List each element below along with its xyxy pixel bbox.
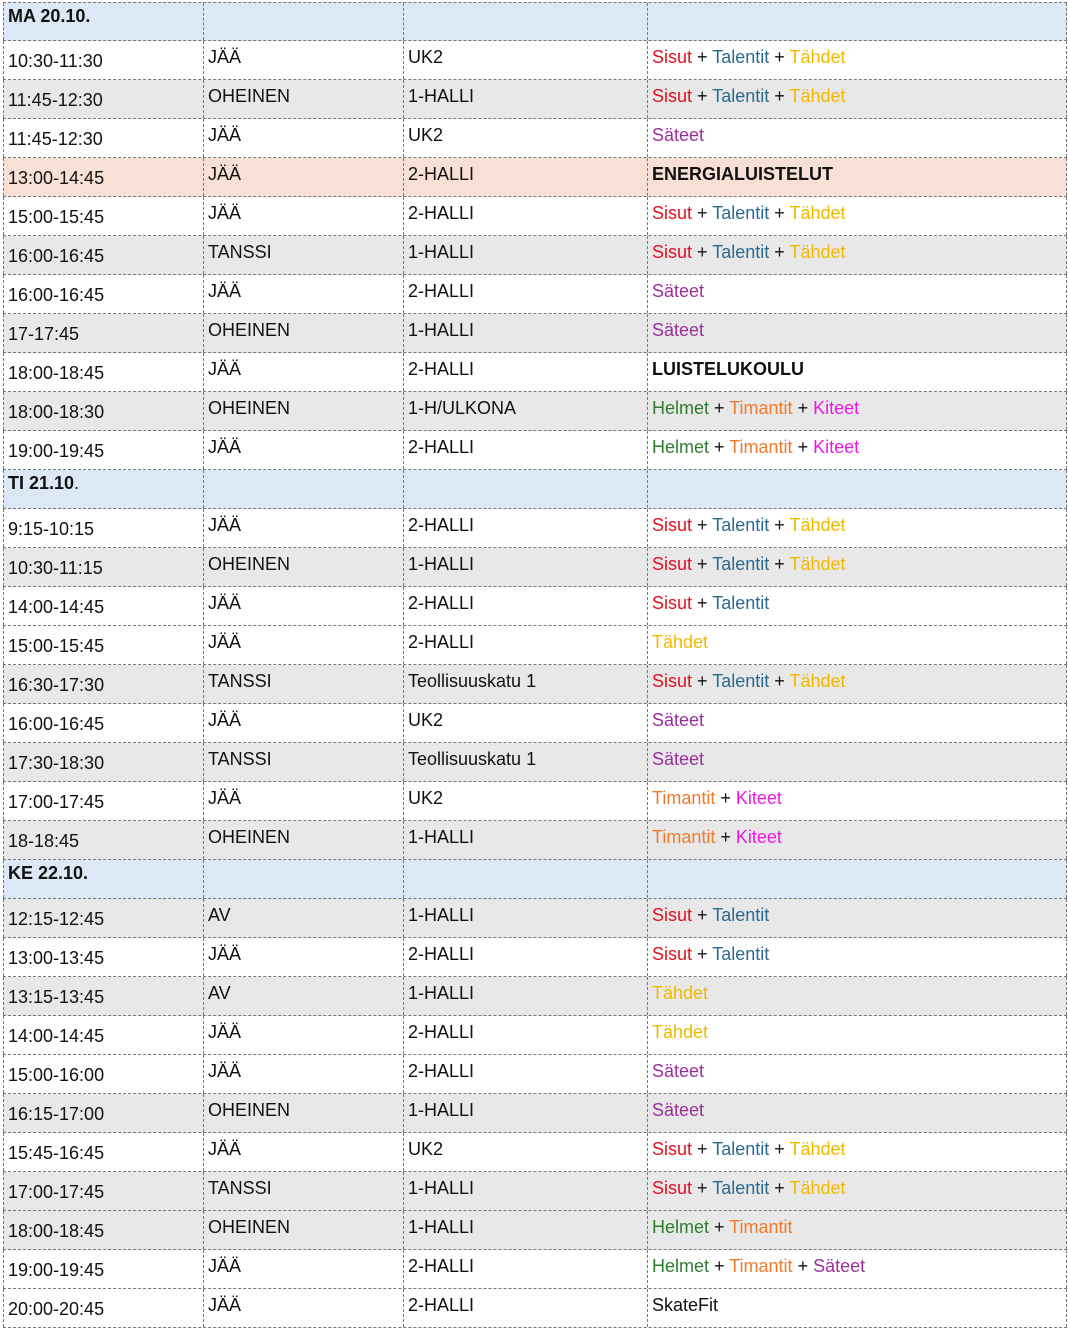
- group-label: Tähdet: [789, 242, 846, 262]
- groups-cell[interactable]: [647, 1016, 1067, 1054]
- time-cell[interactable]: 14:00-14:45: [3, 587, 203, 625]
- day-label-suffix: .: [74, 473, 80, 493]
- activity-cell[interactable]: OHEINEN: [203, 80, 403, 118]
- activity-cell[interactable]: TANSSI: [203, 1172, 403, 1210]
- group-label: Sisut: [652, 554, 693, 574]
- groups-cell[interactable]: [647, 587, 1067, 625]
- groups-cell[interactable]: [647, 1289, 1067, 1327]
- activity-cell[interactable]: AV: [203, 977, 403, 1015]
- group-label: Tähdet: [789, 203, 846, 223]
- day-header-row: [3, 2, 1067, 41]
- plus-separator: +: [692, 1139, 713, 1159]
- group-label: Talentit: [712, 905, 770, 925]
- group-label: Kiteet: [813, 437, 860, 457]
- activity-cell[interactable]: AV: [203, 899, 403, 937]
- group-label: Kiteet: [735, 827, 782, 847]
- time-cell[interactable]: 10:30-11:30: [3, 41, 203, 79]
- group-label: Sisut: [652, 515, 693, 535]
- plus-separator: +: [692, 203, 713, 223]
- plus-separator: +: [769, 554, 790, 574]
- empty-cell[interactable]: [403, 470, 647, 508]
- activity-cell[interactable]: JÄÄ: [203, 158, 403, 196]
- time-cell[interactable]: 11:45-12:30: [3, 119, 203, 157]
- groups-cell[interactable]: [647, 548, 1067, 586]
- group-label: Timantit: [729, 437, 793, 457]
- place-cell[interactable]: UK2: [403, 119, 647, 157]
- day-header-row: [3, 470, 1067, 509]
- place-cell[interactable]: 2-HALLI: [403, 275, 647, 313]
- groups-cell[interactable]: [647, 938, 1067, 976]
- day-label: KE 22.10.: [8, 863, 89, 883]
- day-label: MA 20.10.: [8, 6, 91, 26]
- place-cell[interactable]: 1-HALLI: [403, 1211, 647, 1249]
- schedule-row: [3, 1289, 1067, 1328]
- time-cell[interactable]: 15:45-16:45: [3, 1133, 203, 1171]
- place-cell[interactable]: 1-HALLI: [403, 1172, 647, 1210]
- activity-cell[interactable]: JÄÄ: [203, 587, 403, 625]
- place-cell[interactable]: 1-H/ULKONA: [403, 392, 647, 430]
- groups-cell[interactable]: [647, 80, 1067, 118]
- schedule-row: [3, 314, 1067, 353]
- plus-separator: +: [792, 1256, 814, 1276]
- activity-cell[interactable]: JÄÄ: [203, 1055, 403, 1093]
- group-label: Timantit: [729, 1217, 793, 1237]
- group-label: Timantit: [652, 788, 716, 808]
- activity-cell[interactable]: JÄÄ: [203, 1289, 403, 1327]
- place-cell[interactable]: 2-HALLI: [403, 587, 647, 625]
- groups-cell[interactable]: [647, 158, 1067, 196]
- plus-separator: +: [769, 86, 790, 106]
- group-label: SkateFit: [652, 1295, 719, 1315]
- group-label: Talentit: [712, 671, 770, 691]
- group-label: Sisut: [652, 593, 693, 613]
- time-cell[interactable]: 13:15-13:45: [3, 977, 203, 1015]
- place-cell[interactable]: 1-HALLI: [403, 899, 647, 937]
- time-cell[interactable]: 18:00-18:45: [3, 1211, 203, 1249]
- activity-cell[interactable]: TANSSI: [203, 743, 403, 781]
- groups-cell[interactable]: [647, 314, 1067, 352]
- group-label: Helmet: [652, 1217, 710, 1237]
- time-cell[interactable]: 17:00-17:45: [3, 1172, 203, 1210]
- place-cell[interactable]: UK2: [403, 41, 647, 79]
- empty-cell[interactable]: [647, 860, 1067, 898]
- plus-separator: +: [709, 437, 730, 457]
- group-label: Talentit: [712, 593, 770, 613]
- schedule-row: [3, 587, 1067, 626]
- group-label: Sisut: [652, 1178, 693, 1198]
- activity-cell[interactable]: JÄÄ: [203, 197, 403, 235]
- plus-separator: +: [692, 1178, 713, 1198]
- schedule-row: [3, 626, 1067, 665]
- time-cell[interactable]: 15:00-15:45: [3, 197, 203, 235]
- plus-separator: +: [769, 671, 790, 691]
- place-cell[interactable]: 1-HALLI: [403, 1094, 647, 1132]
- group-label: Säteet: [652, 1100, 705, 1120]
- empty-cell[interactable]: [403, 860, 647, 898]
- place-cell[interactable]: 2-HALLI: [403, 197, 647, 235]
- groups-cell[interactable]: [647, 275, 1067, 313]
- time-cell[interactable]: 17-17:45: [3, 314, 203, 352]
- plus-separator: +: [692, 944, 713, 964]
- plus-separator: +: [692, 905, 713, 925]
- activity-cell[interactable]: JÄÄ: [203, 938, 403, 976]
- schedule-row: [3, 899, 1067, 938]
- time-cell[interactable]: 18:00-18:45: [3, 353, 203, 391]
- plus-separator: +: [692, 671, 713, 691]
- group-label: Helmet: [652, 1256, 710, 1276]
- group-label: Talentit: [712, 47, 770, 67]
- group-label: Tähdet: [789, 47, 846, 67]
- schedule-row: [3, 1172, 1067, 1211]
- activity-cell[interactable]: JÄÄ: [203, 41, 403, 79]
- activity-cell[interactable]: OHEINEN: [203, 548, 403, 586]
- time-cell[interactable]: 16:30-17:30: [3, 665, 203, 703]
- activity-cell[interactable]: OHEINEN: [203, 314, 403, 352]
- groups-cell[interactable]: [647, 1172, 1067, 1210]
- schedule-row: [3, 1016, 1067, 1055]
- time-cell[interactable]: 15:00-16:00: [3, 1055, 203, 1093]
- place-cell[interactable]: UK2: [403, 704, 647, 742]
- plus-separator: +: [792, 437, 814, 457]
- place-cell[interactable]: 2-HALLI: [403, 509, 647, 547]
- time-cell[interactable]: 9:15-10:15: [3, 509, 203, 547]
- group-label: LUISTELUKOULU: [652, 359, 804, 379]
- group-label: Talentit: [712, 554, 770, 574]
- time-cell[interactable]: 16:15-17:00: [3, 1094, 203, 1132]
- place-cell[interactable]: 1-HALLI: [403, 80, 647, 118]
- group-label: Säteet: [652, 320, 705, 340]
- time-cell[interactable]: 16:00-16:45: [3, 704, 203, 742]
- place-cell[interactable]: 2-HALLI: [403, 1250, 647, 1288]
- group-label: Timantit: [652, 827, 716, 847]
- empty-cell[interactable]: [403, 3, 647, 40]
- group-label: Sisut: [652, 1139, 693, 1159]
- schedule-row: [3, 119, 1067, 158]
- schedule-row: [3, 1094, 1067, 1133]
- plus-separator: +: [709, 1217, 730, 1237]
- schedule-row: [3, 977, 1067, 1016]
- activity-cell[interactable]: OHEINEN: [203, 392, 403, 430]
- time-cell[interactable]: 10:30-11:15: [3, 548, 203, 586]
- group-label: Sisut: [652, 47, 693, 67]
- plus-separator: +: [769, 1178, 790, 1198]
- place-cell[interactable]: 2-HALLI: [403, 158, 647, 196]
- activity-cell[interactable]: JÄÄ: [203, 1016, 403, 1054]
- schedule-row: [3, 197, 1067, 236]
- group-label: Tähdet: [789, 671, 846, 691]
- group-label: Talentit: [712, 242, 770, 262]
- activity-cell[interactable]: JÄÄ: [203, 119, 403, 157]
- group-label: ENERGIALUISTELUT: [652, 164, 834, 184]
- empty-cell[interactable]: [647, 3, 1067, 40]
- activity-cell[interactable]: OHEINEN: [203, 1211, 403, 1249]
- schedule-row: [3, 158, 1067, 197]
- plus-separator: +: [769, 242, 790, 262]
- plus-separator: +: [692, 554, 713, 574]
- group-label: Timantit: [729, 1256, 793, 1276]
- day-header-cell[interactable]: [3, 860, 203, 898]
- groups-cell[interactable]: [647, 236, 1067, 274]
- groups-cell[interactable]: [647, 1250, 1067, 1288]
- time-cell[interactable]: 18:00-18:30: [3, 392, 203, 430]
- time-cell[interactable]: 20:00-20:45: [3, 1289, 203, 1327]
- group-label: Tähdet: [652, 632, 709, 652]
- group-label: Helmet: [652, 398, 710, 418]
- groups-cell[interactable]: [647, 899, 1067, 937]
- group-label: Talentit: [712, 1139, 770, 1159]
- schedule-row: [3, 392, 1067, 431]
- activity-cell[interactable]: JÄÄ: [203, 275, 403, 313]
- schedule-row: [3, 353, 1067, 392]
- schedule-row: [3, 509, 1067, 548]
- groups-cell[interactable]: [647, 119, 1067, 157]
- group-label: Talentit: [712, 944, 770, 964]
- schedule-row: [3, 1211, 1067, 1250]
- group-label: Tähdet: [789, 1178, 846, 1198]
- groups-cell[interactable]: [647, 392, 1067, 430]
- group-label: Tähdet: [789, 515, 846, 535]
- time-cell[interactable]: 16:00-16:45: [3, 236, 203, 274]
- schedule-row: [3, 938, 1067, 977]
- place-cell[interactable]: 2-HALLI: [403, 626, 647, 664]
- groups-cell[interactable]: [647, 1211, 1067, 1249]
- group-label: Talentit: [712, 86, 770, 106]
- group-label: Säteet: [652, 1061, 705, 1081]
- plus-separator: +: [715, 827, 736, 847]
- place-cell[interactable]: Teollisuuskatu 1: [403, 665, 647, 703]
- empty-cell[interactable]: [203, 860, 403, 898]
- group-label: Sisut: [652, 671, 693, 691]
- activity-cell[interactable]: JÄÄ: [203, 431, 403, 469]
- activity-cell[interactable]: TANSSI: [203, 236, 403, 274]
- time-cell[interactable]: 13:00-13:45: [3, 938, 203, 976]
- group-label: Sisut: [652, 905, 693, 925]
- place-cell[interactable]: 2-HALLI: [403, 1289, 647, 1327]
- empty-cell[interactable]: [203, 470, 403, 508]
- plus-separator: +: [769, 203, 790, 223]
- group-label: Talentit: [712, 203, 770, 223]
- groups-cell[interactable]: [647, 665, 1067, 703]
- activity-cell[interactable]: TANSSI: [203, 665, 403, 703]
- empty-cell[interactable]: [203, 3, 403, 40]
- group-label: Säteet: [813, 1256, 866, 1276]
- time-cell[interactable]: 13:00-14:45: [3, 158, 203, 196]
- groups-cell[interactable]: [647, 704, 1067, 742]
- place-cell[interactable]: 2-HALLI: [403, 431, 647, 469]
- group-label: Säteet: [652, 281, 705, 301]
- group-label: Kiteet: [735, 788, 782, 808]
- activity-cell[interactable]: JÄÄ: [203, 509, 403, 547]
- groups-cell[interactable]: [647, 626, 1067, 664]
- time-cell[interactable]: 15:00-15:45: [3, 626, 203, 664]
- time-cell[interactable]: 19:00-19:45: [3, 1250, 203, 1288]
- place-cell[interactable]: Teollisuuskatu 1: [403, 743, 647, 781]
- place-cell[interactable]: 1-HALLI: [403, 314, 647, 352]
- group-label: Kiteet: [813, 398, 860, 418]
- plus-separator: +: [769, 1139, 790, 1159]
- schedule-row: [3, 431, 1067, 470]
- place-cell[interactable]: 2-HALLI: [403, 1016, 647, 1054]
- groups-cell[interactable]: [647, 821, 1067, 859]
- group-label: Sisut: [652, 944, 693, 964]
- activity-cell[interactable]: OHEINEN: [203, 821, 403, 859]
- schedule-row: [3, 548, 1067, 587]
- place-cell[interactable]: 2-HALLI: [403, 1055, 647, 1093]
- group-label: Säteet: [652, 125, 705, 145]
- group-label: Talentit: [712, 515, 770, 535]
- schedule-row: [3, 1055, 1067, 1094]
- day-header-cell[interactable]: [3, 470, 203, 508]
- groups-cell[interactable]: [647, 509, 1067, 547]
- place-cell[interactable]: 1-HALLI: [403, 548, 647, 586]
- group-label: Helmet: [652, 437, 710, 457]
- groups-cell[interactable]: [647, 1055, 1067, 1093]
- plus-separator: +: [692, 86, 713, 106]
- schedule-row: [3, 41, 1067, 80]
- time-cell[interactable]: 17:30-18:30: [3, 743, 203, 781]
- place-cell[interactable]: UK2: [403, 782, 647, 820]
- plus-separator: +: [709, 398, 730, 418]
- activity-cell[interactable]: JÄÄ: [203, 626, 403, 664]
- groups-cell[interactable]: [647, 197, 1067, 235]
- schedule-row: [3, 704, 1067, 743]
- schedule-row: [3, 1133, 1067, 1172]
- groups-cell[interactable]: [647, 782, 1067, 820]
- day-header-cell[interactable]: [3, 3, 203, 40]
- group-label: Sisut: [652, 86, 693, 106]
- schedule-row: [3, 743, 1067, 782]
- time-cell[interactable]: 17:00-17:45: [3, 782, 203, 820]
- plus-separator: +: [715, 788, 736, 808]
- schedule-row: [3, 1250, 1067, 1289]
- plus-separator: +: [692, 515, 713, 535]
- time-cell[interactable]: 11:45-12:30: [3, 80, 203, 118]
- group-label: Säteet: [652, 749, 705, 769]
- day-header-row: [3, 860, 1067, 899]
- time-cell[interactable]: 16:00-16:45: [3, 275, 203, 313]
- activity-cell[interactable]: OHEINEN: [203, 1094, 403, 1132]
- groups-cell[interactable]: [647, 977, 1067, 1015]
- activity-cell[interactable]: JÄÄ: [203, 704, 403, 742]
- place-cell[interactable]: 1-HALLI: [403, 236, 647, 274]
- empty-cell[interactable]: [647, 470, 1067, 508]
- group-label: Sisut: [652, 242, 693, 262]
- groups-cell[interactable]: [647, 353, 1067, 391]
- plus-separator: +: [792, 398, 814, 418]
- group-label: Timantit: [729, 398, 793, 418]
- group-label: Tähdet: [652, 983, 709, 1003]
- place-cell[interactable]: 1-HALLI: [403, 821, 647, 859]
- groups-cell[interactable]: [647, 1133, 1067, 1171]
- groups-cell[interactable]: [647, 743, 1067, 781]
- schedule-row: [3, 821, 1067, 860]
- group-label: Tähdet: [789, 86, 846, 106]
- plus-separator: +: [769, 47, 790, 67]
- activity-cell[interactable]: JÄÄ: [203, 1133, 403, 1171]
- schedule-row: [3, 782, 1067, 821]
- activity-cell[interactable]: JÄÄ: [203, 782, 403, 820]
- group-label: Säteet: [652, 710, 705, 730]
- day-label: TI 21.10: [8, 473, 75, 493]
- activity-cell[interactable]: JÄÄ: [203, 353, 403, 391]
- place-cell[interactable]: 1-HALLI: [403, 977, 647, 1015]
- place-cell[interactable]: 2-HALLI: [403, 938, 647, 976]
- time-cell[interactable]: 18-18:45: [3, 821, 203, 859]
- schedule-row: [3, 80, 1067, 119]
- plus-separator: +: [692, 593, 713, 613]
- groups-cell[interactable]: [647, 1094, 1067, 1132]
- schedule-row: [3, 275, 1067, 314]
- plus-separator: +: [692, 47, 713, 67]
- group-label: Talentit: [712, 1178, 770, 1198]
- plus-separator: +: [769, 515, 790, 535]
- time-cell[interactable]: 12:15-12:45: [3, 899, 203, 937]
- plus-separator: +: [692, 242, 713, 262]
- groups-cell[interactable]: [647, 431, 1067, 469]
- time-cell[interactable]: 14:00-14:45: [3, 1016, 203, 1054]
- place-cell[interactable]: UK2: [403, 1133, 647, 1171]
- schedule-row: [3, 665, 1067, 704]
- place-cell[interactable]: 2-HALLI: [403, 353, 647, 391]
- schedule-sheet: [3, 2, 1067, 1328]
- time-cell[interactable]: 19:00-19:45: [3, 431, 203, 469]
- activity-cell[interactable]: JÄÄ: [203, 1250, 403, 1288]
- group-label: Tähdet: [789, 1139, 846, 1159]
- schedule-row: [3, 236, 1067, 275]
- plus-separator: +: [709, 1256, 730, 1276]
- group-label: Tähdet: [652, 1022, 709, 1042]
- groups-cell[interactable]: [647, 41, 1067, 79]
- group-label: Tähdet: [789, 554, 846, 574]
- group-label: Sisut: [652, 203, 693, 223]
